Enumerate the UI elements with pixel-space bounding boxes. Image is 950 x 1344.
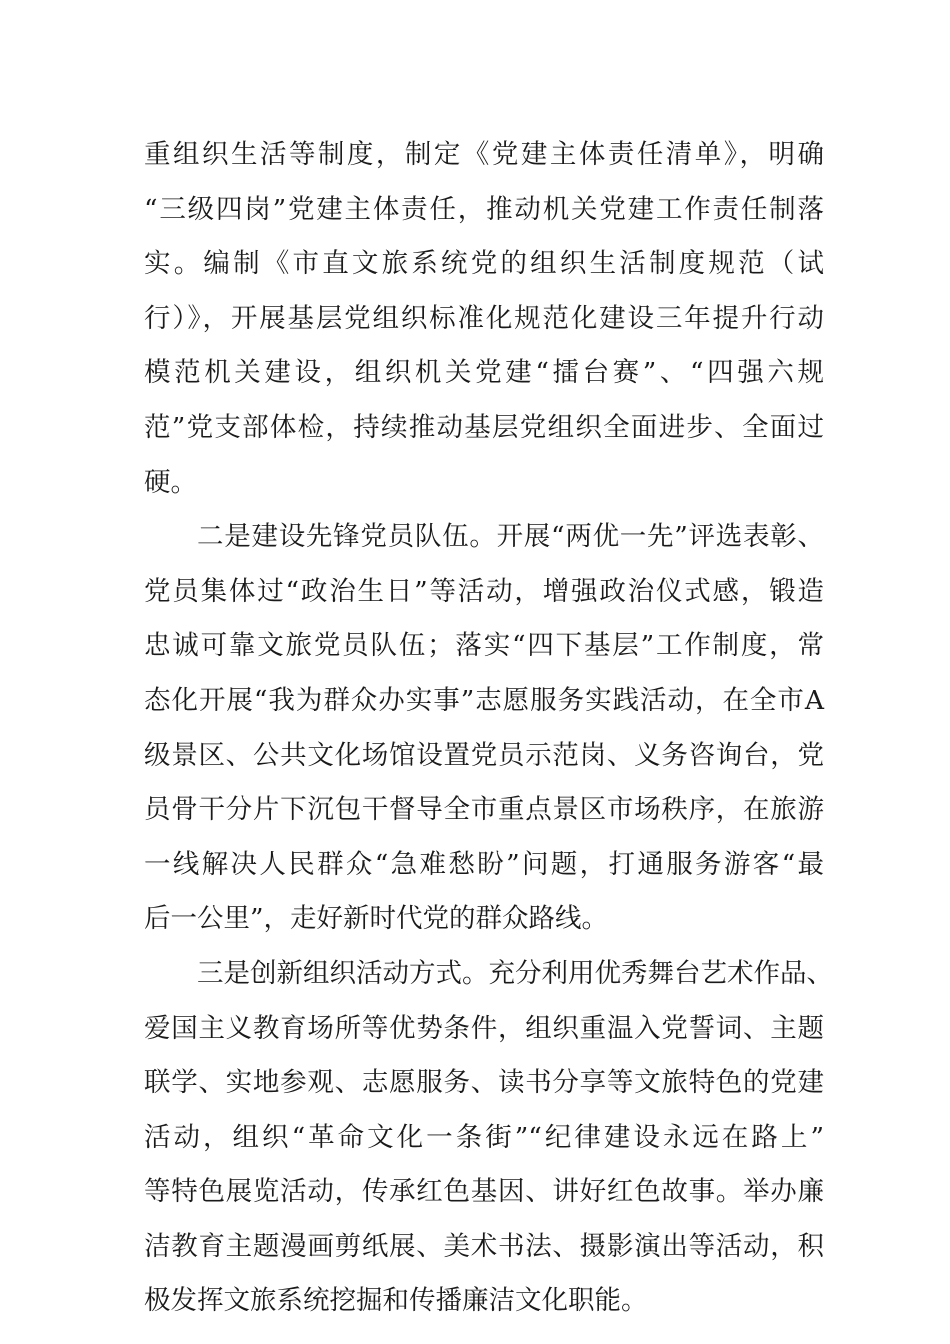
text-line: 联学、实地参观、志愿服务、读书分享等文旅特色的党建 bbox=[144, 1067, 824, 1099]
text-line: 行）》，开展基层党组织标准化规范化建设三年提升行动 bbox=[144, 302, 824, 334]
text-line: 后一公里”，走好新时代党的群众路线。 bbox=[144, 903, 609, 935]
text-line: 一线解决人民群众“急难愁盼”问题，打通服务游客“最 bbox=[144, 848, 824, 880]
text-line: 级景区、公共文化场馆设置党员示范岗、义务咨询台，党 bbox=[144, 739, 824, 771]
text-line: “三级四岗”党建主体责任，推动机关党建工作责任制落 bbox=[144, 193, 824, 225]
text-line: 等特色展览活动，传承红色基因、讲好红色故事。举办廉 bbox=[144, 1176, 824, 1208]
text-line: 极发挥文旅系统挖掘和传播廉洁文化职能。 bbox=[144, 1285, 648, 1317]
body-text bbox=[144, 128, 833, 1329]
text-line: 实。编制《市直文旅系统党的组织生活制度规范（试 bbox=[144, 248, 824, 280]
text-line: 活动，组织“革命文化一条街”“纪律建设永远在路上” bbox=[144, 1121, 824, 1153]
paragraph-1 bbox=[144, 128, 824, 510]
text-line: 忠诚可靠文旅党员队伍；落实“四下基层”工作制度，常 bbox=[144, 630, 824, 662]
text-line: 三是创新组织活动方式。充分利用优秀舞台艺术作品、 bbox=[197, 957, 833, 989]
text-line: 硬。 bbox=[144, 466, 197, 498]
text-line: 重组织生活等制度，制定《党建主体责任清单》，明确 bbox=[144, 139, 824, 170]
text-line: 爱国主义教育场所等优势条件，组织重温入党誓词、主题 bbox=[144, 1012, 824, 1044]
text-line: 范”党支部体检，持续推动基层党组织全面进步、全面过 bbox=[144, 411, 824, 443]
text-line: 二是建设先锋党员队伍。开展“两优一先”评选表彰、 bbox=[197, 521, 824, 553]
paragraph-2 bbox=[144, 510, 824, 947]
text-line: 洁教育主题漫画剪纸展、美术书法、摄影演出等活动，积 bbox=[144, 1230, 824, 1262]
text-line: 模范机关建设，组织机关党建“擂台赛”、“四强六规 bbox=[144, 357, 824, 389]
text-line: 态化开展“我为群众办实事”志愿服务实践活动，在全市A bbox=[144, 684, 824, 716]
paragraph-3 bbox=[144, 947, 833, 1329]
text-line: 党员集体过“政治生日”等活动，增强政治仪式感，锻造 bbox=[144, 575, 824, 607]
text-line: 员骨干分片下沉包干督导全市重点景区市场秩序，在旅游 bbox=[144, 794, 824, 826]
